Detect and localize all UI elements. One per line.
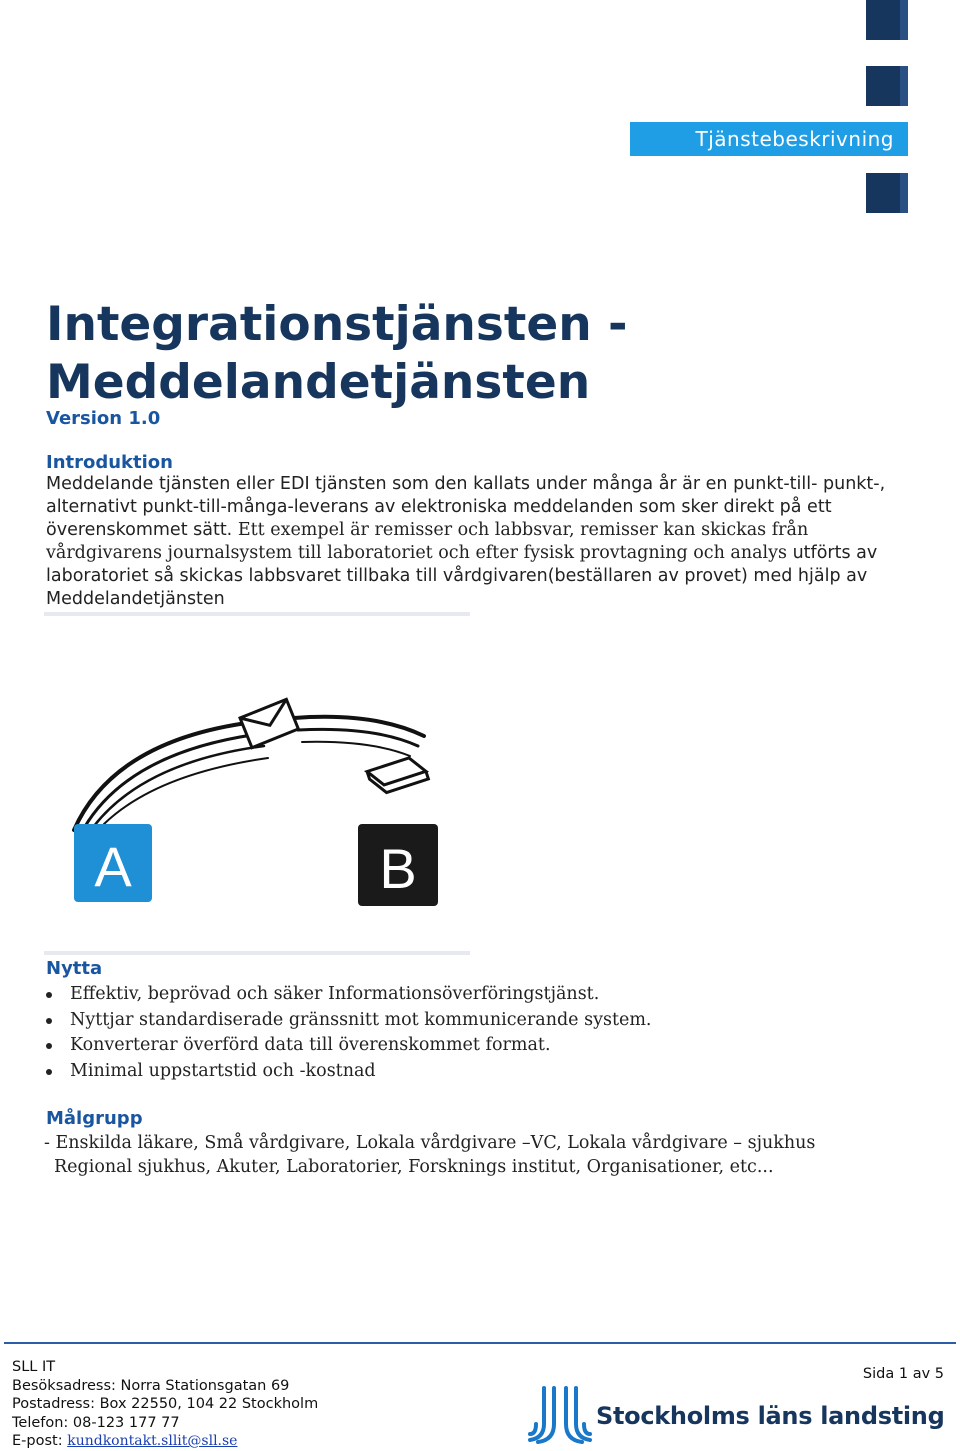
title-line-1: Integrationstjänsten - (46, 297, 628, 352)
document-title (46, 296, 628, 412)
audience-text (44, 1131, 815, 1179)
logo-wordmark: Stockholms läns landsting (596, 1402, 945, 1430)
audience-line-1: - Enskilda läkare, Små vårdgivare, Lokala vårdgivare –VC, Lokala vårdgivare – sjukhus (44, 1133, 816, 1153)
benefits-heading: Nytta (46, 958, 103, 979)
inbox-tray-icon (367, 754, 428, 796)
footer-postal-address: Postadress: Box 22550, 104 22 Stockholm (12, 1396, 319, 1412)
footer-org: SLL IT (12, 1359, 56, 1375)
footer-divider (4, 1342, 956, 1344)
intro-heading: Introduktion (46, 452, 173, 473)
endpoint-b-label: B (379, 837, 417, 900)
divider-top (44, 612, 470, 616)
envelope-icon (240, 699, 298, 747)
document-type-tag: Tjänstebeskrivning (630, 122, 908, 156)
intro-text-part2: Ett exempel är remisser och labbsvar, remisser kan skickas från vårdgivarens journalsystem till laboratoriet och efter fysisk provtagning och analys (46, 520, 809, 563)
list-item: Effektiv, beprövad och säker Informationsöverföringstjänst. (44, 982, 652, 1008)
message-flow-illustration (44, 690, 464, 920)
audience-line-2: Regional sjukhus, Akuter, Laboratorier, Forsknings institut, Organisationer, etc... (54, 1157, 774, 1177)
footer-email-label: E-post: (12, 1433, 68, 1449)
footer-contact (12, 1358, 318, 1451)
intro-text-part1: Meddelande tjänsten eller EDI tjänsten som den kallats under många år är en punkt-till- punkt-, alternativt punkt-till-många-leverans av elektroniska meddelanden som sker direkt på ett överenskommet sätt. (46, 474, 886, 540)
footer-email-row (12, 1432, 318, 1451)
list-item: Konverterar överförd data till överenskommet format. (44, 1033, 652, 1059)
decor-square-2 (866, 66, 908, 106)
footer-visit-address: Besöksadress: Norra Stationsgatan 69 (12, 1377, 290, 1394)
intro-text-part3: utförts av laboratoriet så skickas labbsvaret tillbaka till vårdgivaren(beställaren av provet) med hjälp av Meddelandetjänsten (46, 543, 878, 609)
intro-paragraph (46, 473, 926, 611)
decor-square-1 (866, 0, 908, 40)
endpoint-a-label: A (94, 835, 132, 898)
list-item: Nyttjar standardiserade gränssnitt mot kommunicerande system. (44, 1008, 652, 1034)
list-item: Minimal uppstartstid och -kostnad (44, 1059, 652, 1085)
decor-square-3 (866, 173, 908, 213)
version-label: Version 1.0 (46, 408, 161, 429)
divider-bottom (44, 951, 470, 955)
audience-heading: Målgrupp (46, 1108, 143, 1129)
title-line-2: Meddelandetjänsten (46, 355, 591, 410)
page-number: Sida 1 av 5 (862, 1366, 944, 1382)
benefits-list (44, 982, 652, 1085)
footer-email-link[interactable]: kundkontakt.sllit@sll.se (67, 1433, 238, 1449)
footer-phone: Telefon: 08-123 177 77 (12, 1414, 180, 1431)
